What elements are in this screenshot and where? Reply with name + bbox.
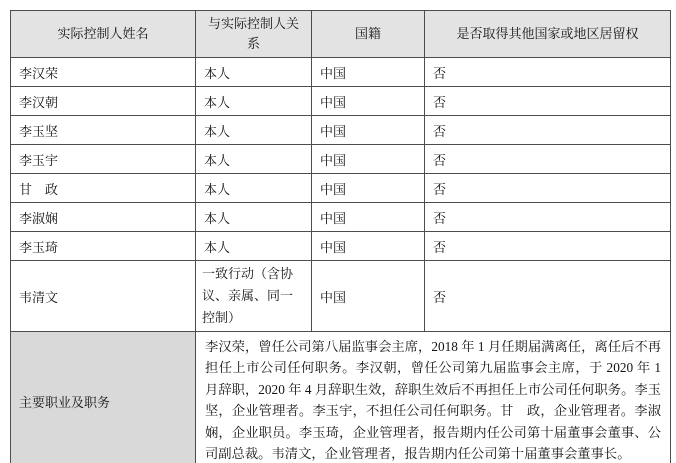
cell-name: 韦清文: [11, 261, 196, 332]
cell-nationality: 中国: [312, 58, 425, 87]
cell-relation: 本人: [196, 203, 312, 232]
col-header-residency: 是否取得其他国家或地区居留权: [425, 11, 671, 58]
col-header-relation: 与实际控制人关系: [196, 11, 312, 58]
cell-relation: 一致行动（含协议、亲属、同一控制）: [196, 261, 312, 332]
table-header-row: [11, 11, 671, 58]
cell-nationality: 中国: [312, 174, 425, 203]
cell-residency: 否: [425, 87, 671, 116]
occupation-label: 主要职业及职务: [11, 332, 196, 463]
table-row: [11, 174, 671, 203]
cell-relation: 本人: [196, 87, 312, 116]
table-row: [11, 87, 671, 116]
cell-residency: 否: [425, 58, 671, 87]
table-row: [11, 232, 671, 261]
cell-name: 甘 政: [11, 174, 196, 203]
cell-name: 李汉荣: [11, 58, 196, 87]
cell-residency: 否: [425, 203, 671, 232]
table-row: [11, 261, 671, 332]
cell-nationality: 中国: [312, 203, 425, 232]
cell-relation: 本人: [196, 58, 312, 87]
cell-relation: 本人: [196, 116, 312, 145]
cell-nationality: 中国: [312, 232, 425, 261]
table-row: [11, 58, 671, 87]
table-row: [11, 203, 671, 232]
table-row: [11, 145, 671, 174]
cell-residency: 否: [425, 261, 671, 332]
cell-residency: 否: [425, 145, 671, 174]
col-header-controller-name: 实际控制人姓名: [11, 11, 196, 58]
cell-nationality: 中国: [312, 261, 425, 332]
cell-residency: 否: [425, 174, 671, 203]
cell-relation: 本人: [196, 174, 312, 203]
table-row: [11, 116, 671, 145]
cell-name: 李淑娴: [11, 203, 196, 232]
cell-name: 李汉朝: [11, 87, 196, 116]
cell-relation: 本人: [196, 145, 312, 174]
cell-residency: 否: [425, 116, 671, 145]
col-header-nationality: 国籍: [312, 11, 425, 58]
cell-nationality: 中国: [312, 145, 425, 174]
cell-relation: 本人: [196, 232, 312, 261]
cell-name: 李玉琦: [11, 232, 196, 261]
occupation-row: [11, 332, 671, 463]
cell-residency: 否: [425, 232, 671, 261]
cell-nationality: 中国: [312, 87, 425, 116]
cell-name: 李玉宇: [11, 145, 196, 174]
actual-controller-table: [10, 10, 671, 463]
cell-nationality: 中国: [312, 116, 425, 145]
cell-name: 李玉坚: [11, 116, 196, 145]
occupation-text: 李汉荣，曾任公司第八届监事会主席，2018 年 1 月任期届满离任，离任后不再担任上市公司任何职务。李汉朝，曾任公司第九届监事会主席，于 2020 年 1 月辞职，2020 年 4 月辞职生效，辞职生效后不再担任上市公司任何职务。李玉坚，企业管理者。李玉宇，不担任公司任何职务。甘 政，企业管理者。李淑娴，企业职员。李玉琦，企业管理者，报告期内任公司第十届董事会董事、公司副总裁。韦清文，企业管理者，报告期内任公司第十届董事会董事长。: [196, 332, 671, 463]
